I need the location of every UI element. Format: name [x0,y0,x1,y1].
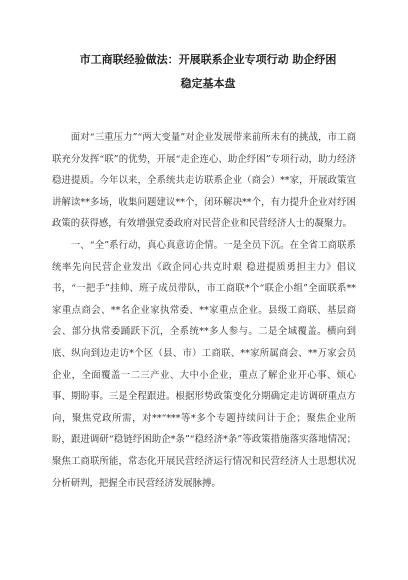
paragraph-section-one: 一、“全”系行动，真心真意访企情。一是全员下沉。在全省工商联系统率先向民营企业发出《政企同心共克时艰 稳进提质勇担主力》倡议书，“一把手”挂帅、班子成员带队，市工商联*个“联企小组”全面联系**家重点商会、**名企业家执常委、**家重点企业。县级工商联、基层商会、部分执常委踊跃下沉，全系统**多人参与。二是全域覆盖。横向到底、纵向到边走访*个区（县、市）工商联、**家所属商会、**万家会员企业，全面覆盖一二三产业、大中小企业，重点了解企业开心事、烦心事、期盼事。三是全程跟进。根据形势政策变化分期确定走访调研重点方向，聚焦党政所需，对**“***等*多个专题持续问计于企；聚焦企业所盼，跟进调研“稳链纾困助企*条”“稳经济*条”等政策措施落实落地情况；聚焦工商联所能，常态化开展民营经济运行情况和民营经济人士思想状况分析研判，把握全市民营经济发展脉搏。 [52,239,356,489]
paragraph-intro: 面对“三重压力”“两大变量”对企业发展带来前所未有的挑战，市工商联充分发挥“联”的优势，开展“走企连心、助企纾困”专项行动，助力经济稳进提质。今年以来，全系统共走访联系企业（商会）**家，开展政策宣讲解读**多场，收集问题建议**个，闭环解决**个，有力提升企业对纾困政策的获得感，有效增强党委政府对民营企业和民营经济人士的凝聚力。 [52,132,356,230]
title-line-1: 市工商联经验做法：开展联系企业专项行动 助企纾困 [79,53,337,66]
document-body [52,127,356,494]
document-title [52,48,356,96]
title-line-2: 稳定基本盘 [180,77,236,90]
